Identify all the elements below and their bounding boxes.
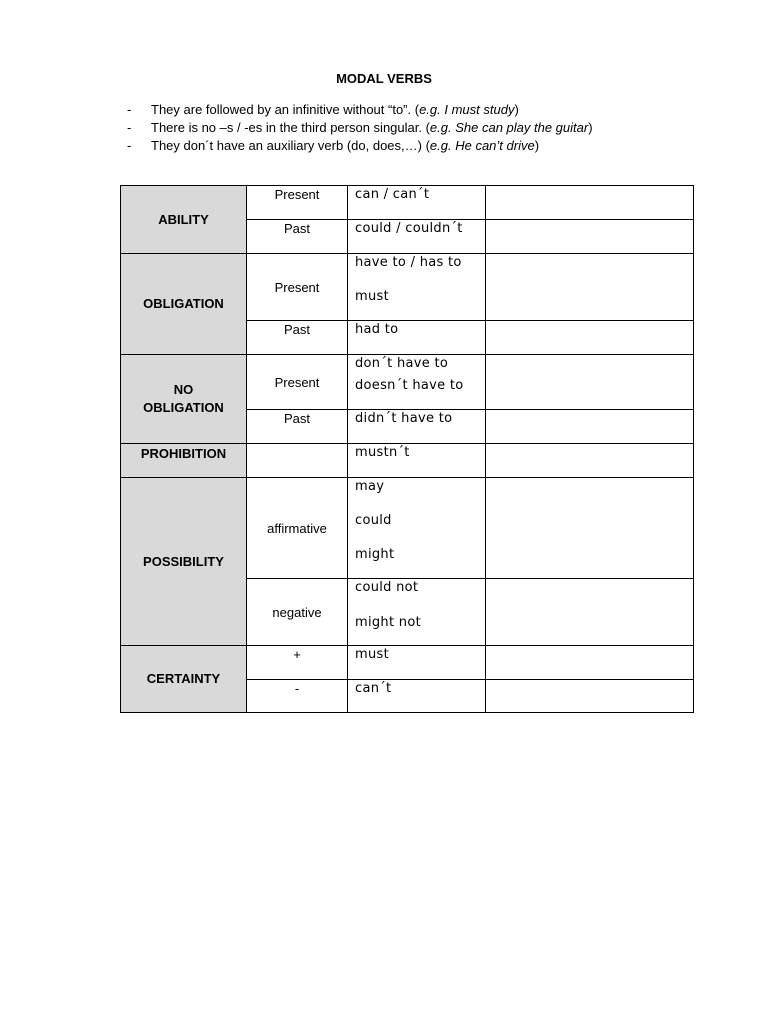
verb-cell: could / couldn´t <box>348 220 486 254</box>
rule-text: They are followed by an infinitive without “to”. (e.g. I must study) <box>151 102 519 117</box>
blank-cell <box>486 321 694 355</box>
blank-cell <box>486 646 694 680</box>
page-title: MODAL VERBS <box>336 71 432 86</box>
rule-item <box>127 101 687 119</box>
tense-cell: Past <box>247 410 348 444</box>
blank-cell <box>486 186 694 220</box>
blank-cell <box>486 680 694 713</box>
rule-text: They don´t have an auxiliary verb (do, does,…) (e.g. He can’t drive) <box>151 138 540 153</box>
category-prohibition: PROHIBITION <box>121 444 247 478</box>
verb-cell: have to / has to must <box>348 254 486 321</box>
tense-cell: - <box>247 680 348 713</box>
tense-cell: Present <box>247 355 348 410</box>
table-row <box>121 646 694 680</box>
verb-cell: don´t have to doesn´t have to <box>348 355 486 410</box>
tense-cell: Past <box>247 321 348 355</box>
rule-item <box>127 119 687 137</box>
category-possibility: POSSIBILITY <box>121 478 247 646</box>
category-no-obligation: NO OBLIGATION <box>121 355 247 444</box>
category-certainty: CERTAINTY <box>121 646 247 713</box>
blank-cell <box>486 220 694 254</box>
rule-item <box>127 137 687 155</box>
tense-cell: Present <box>247 254 348 321</box>
blank-cell <box>486 478 694 579</box>
modal-verbs-table <box>120 185 694 713</box>
rules-list <box>127 101 687 155</box>
table-row <box>121 478 694 579</box>
rule-dash: - <box>127 102 132 117</box>
rule-dash: - <box>127 120 132 135</box>
verb-cell: didn´t have to <box>348 410 486 444</box>
blank-cell <box>486 579 694 646</box>
verb-cell: mustn´t <box>348 444 486 478</box>
verb-cell: can / can´t <box>348 186 486 220</box>
verb-cell: may could might <box>348 478 486 579</box>
verb-cell: must <box>348 646 486 680</box>
tense-cell: Past <box>247 220 348 254</box>
blank-cell <box>486 254 694 321</box>
blank-cell <box>486 410 694 444</box>
verb-cell: could not might not <box>348 579 486 646</box>
tense-cell <box>247 444 348 478</box>
table-row <box>121 254 694 321</box>
rule-dash: - <box>127 138 132 153</box>
verb-cell: had to <box>348 321 486 355</box>
blank-cell <box>486 355 694 410</box>
rule-text: There is no –s / -es in the third person singular. (e.g. She can play the guitar) <box>151 120 593 135</box>
table-row <box>121 355 694 410</box>
category-ability: ABILITY <box>121 186 247 254</box>
table-row <box>121 186 694 220</box>
tense-cell: + <box>247 646 348 680</box>
table-row <box>121 444 694 478</box>
verb-cell: can´t <box>348 680 486 713</box>
blank-cell <box>486 444 694 478</box>
tense-cell: Present <box>247 186 348 220</box>
tense-cell: affirmative <box>247 478 348 579</box>
category-obligation: OBLIGATION <box>121 254 247 355</box>
tense-cell: negative <box>247 579 348 646</box>
